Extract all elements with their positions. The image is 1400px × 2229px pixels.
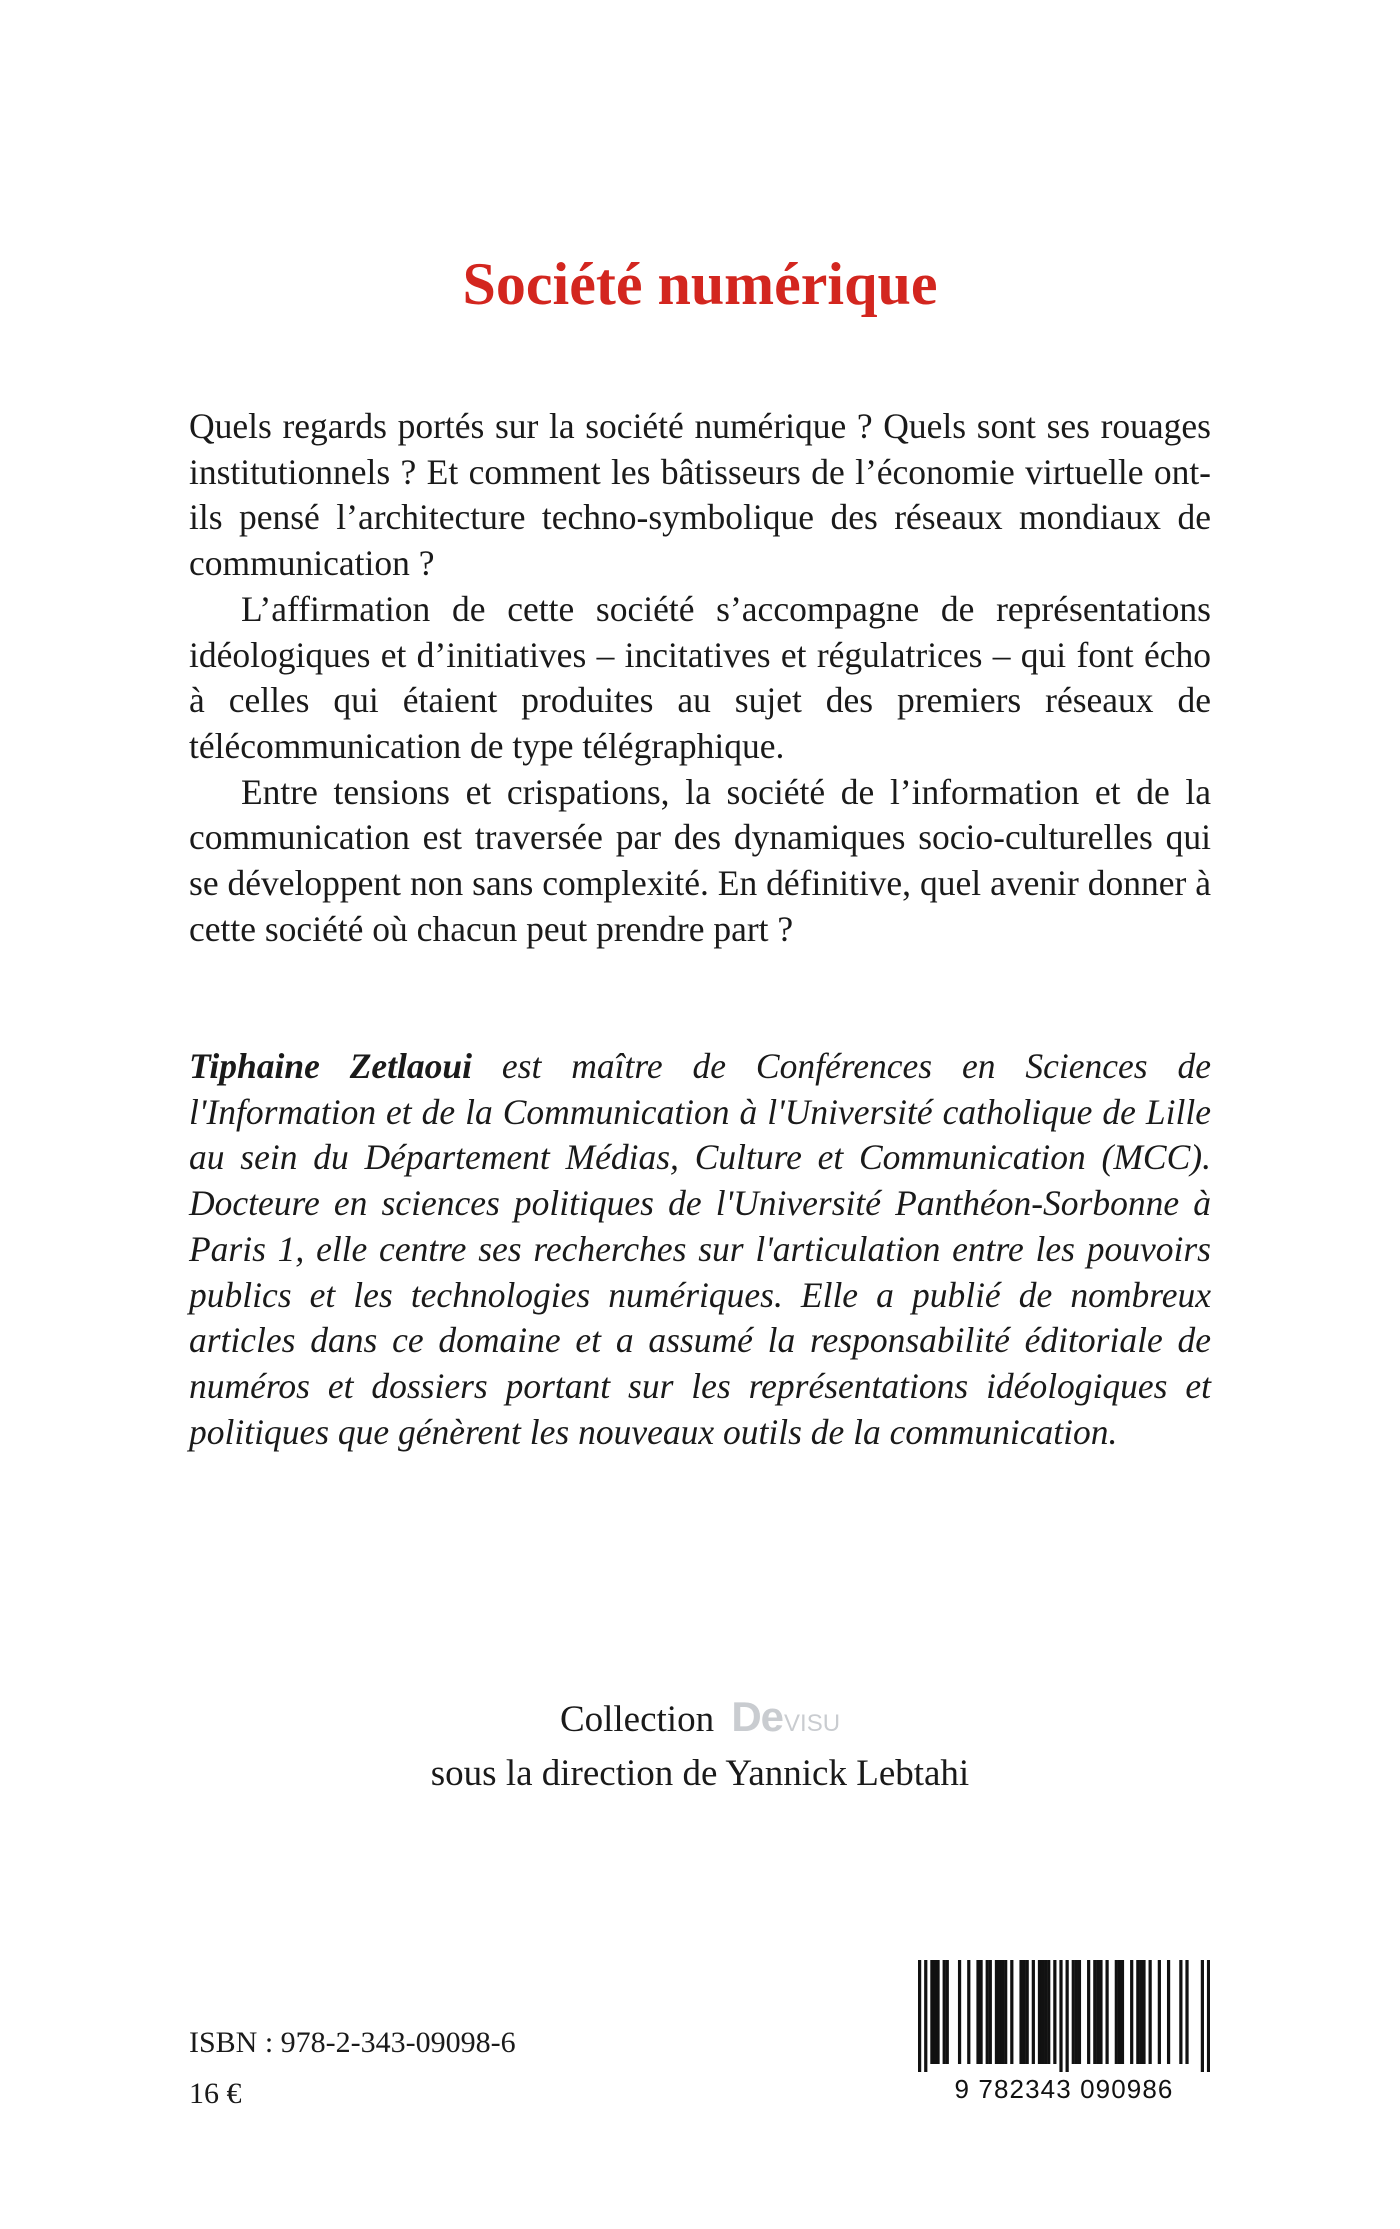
barcode-bar xyxy=(1096,1960,1099,2064)
barcode-bar xyxy=(1038,1960,1041,2064)
barcode-bar xyxy=(1010,1960,1013,2064)
barcode-bar xyxy=(1078,1960,1081,2064)
barcode-bar xyxy=(1149,1960,1152,2064)
price: 16 € xyxy=(189,2077,242,2110)
barcode-bars xyxy=(918,1960,1210,2072)
barcode-bar xyxy=(986,1960,989,2064)
barcode-bar xyxy=(1041,1960,1044,2064)
barcode-bar xyxy=(1185,1960,1188,2064)
isbn: ISBN : 978-2-343-09098-6 xyxy=(189,2026,516,2059)
author-name: Tiphaine Zetlaoui xyxy=(189,1046,473,1086)
barcode-bar xyxy=(1118,1960,1121,2064)
barcode-bar xyxy=(1179,1960,1182,2064)
barcode-bar xyxy=(1158,1960,1161,2064)
barcode-bar xyxy=(1093,1960,1096,2064)
barcode-bar xyxy=(1044,1960,1047,2064)
barcode-bar xyxy=(936,1960,939,2064)
collection-direction: sous la direction de Yannick Lebtahi xyxy=(430,1753,970,1794)
barcode-bar xyxy=(1105,1960,1108,2064)
collection-line xyxy=(0,1692,1400,1749)
barcode-bar xyxy=(995,1960,998,2064)
collection-info xyxy=(0,1692,1400,1799)
barcode-bar xyxy=(933,1960,936,2064)
back-cover-blurb xyxy=(189,404,1211,952)
devisu-logo xyxy=(731,1692,840,1749)
barcode-bar xyxy=(943,1960,946,2064)
barcode-bar xyxy=(1066,1960,1069,2072)
barcode-bar xyxy=(1207,1960,1210,2072)
barcode-bar xyxy=(1032,1960,1035,2064)
barcode-bar xyxy=(979,1960,982,2064)
barcode-bar xyxy=(1115,1960,1118,2064)
barcode-bar xyxy=(1136,1960,1139,2064)
barcode-bar xyxy=(1047,1960,1050,2064)
blurb-paragraph: Quels regards portés sur la société numérique ? Quels sont ses rouages institutionnels ? Et comment les bâtisseurs de l’économie virtuelle ont-ils pensé l’architecture techno-symbolique des réseaux mondiaux de communication ? xyxy=(189,406,1211,584)
logo-de: De xyxy=(731,1693,784,1740)
barcode-bar xyxy=(946,1960,949,2064)
barcode-bar xyxy=(1139,1960,1142,2064)
barcode-bar xyxy=(1201,1960,1204,2072)
barcode-bar xyxy=(1087,1960,1090,2064)
barcode-bar xyxy=(1075,1960,1078,2064)
barcode-bar xyxy=(1001,1960,1004,2064)
barcode-bar xyxy=(976,1960,979,2064)
barcode-bar xyxy=(1023,1960,1026,2064)
barcode-bar xyxy=(1130,1960,1133,2064)
barcode-bar xyxy=(1026,1960,1029,2064)
barcode-bar xyxy=(1059,1960,1062,2072)
author-bio xyxy=(189,1044,1211,1455)
barcode-bar xyxy=(1072,1960,1075,2064)
blurb-paragraph: L’affirmation de cette société s’accompagne de représentations idéologiques et d’initiatives – incitatives et régulatrices – qui font écho à celles qui étaient produites au sujet des premiers réseaux de télécommunication de type télégraphique. xyxy=(189,588,1211,766)
barcode-bar xyxy=(1142,1960,1145,2064)
author-bio-text: est maître de Conférences en Sciences de l'Information et de la Communication à l'Université catholique de Lille au sein du Département Médias, Culture et Communication (MCC). Docteure en sciences politiques de l'Université Panthéon-Sorbonne à Paris 1, elle centre ses recherches sur l'articulation entre les pouvoirs publics et les technologies numériques. Elle a publié de nombreux articles dans ce domaine et a assumé la responsabilité éditoriale de numéros et dossiers portant sur les représentations idéologiques et politiques que génèrent les nouveaux outils de la communication. xyxy=(189,1046,1211,1452)
barcode-bar xyxy=(989,1960,992,2064)
barcode-bar xyxy=(958,1960,961,2064)
barcode-bar xyxy=(1053,1960,1056,2064)
barcode-digits: 9 782343 090986 xyxy=(954,2074,1174,2104)
barcode-bar xyxy=(1004,1960,1007,2064)
logo-visu: VISU xyxy=(784,1710,841,1737)
barcode-bar xyxy=(1019,1960,1022,2064)
collection-label: Collection xyxy=(559,1699,715,1740)
barcode-bar xyxy=(1167,1960,1170,2064)
barcode-bar xyxy=(998,1960,1001,2064)
barcode-bar xyxy=(924,1960,927,2072)
barcode-bar xyxy=(918,1960,921,2072)
book-title: Société numérique xyxy=(462,251,938,317)
barcode xyxy=(918,1960,1210,2112)
barcode-bar xyxy=(967,1960,970,2064)
barcode-bar xyxy=(1121,1960,1124,2064)
barcode-bar xyxy=(930,1960,933,2064)
barcode-bar xyxy=(1099,1960,1102,2064)
blurb-paragraph: Entre tensions et crispations, la société de l’information et de la communication est traversée par des dynamiques socio-culturelles qui se développent non sans complexité. En définitive, quel avenir donner à cette société où chacun peut prendre part ? xyxy=(189,771,1211,949)
